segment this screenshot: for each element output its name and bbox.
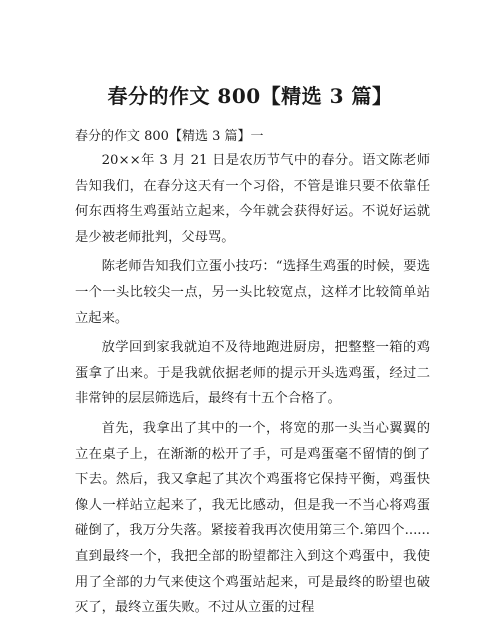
document-title: 春分的作文 800【精选 3 篇】 xyxy=(107,84,393,108)
paragraph: 陈老师告知我们立蛋小技巧：“选择生鸡蛋的时候，要选一个一头比较尖一点，另一头比较宽点，这样才比较简单站立起来。 xyxy=(75,259,430,326)
document-subtitle: 春分的作文 800【精选 3 篇】一 xyxy=(75,129,264,144)
paragraph: 20××年 3 月 21 日是农历节气中的春分。语文陈老师告知我们，在春分这天有一个习俗，不管是谁只要不依靠任何东西将生鸡蛋站立起来，今年就会获得好运。不说好运就是少被老师批判，父母骂。 xyxy=(75,153,430,245)
paragraph: 放学回到家我就迫不及待地跑进厨房，把整整一箱的鸡蛋拿了出来。于是我就依据老师的提示开头选鸡蛋，经过二非常钟的层层筛选后，最终有十五个合格了。 xyxy=(75,340,430,407)
document-body xyxy=(75,148,430,625)
paragraph: 首先，我拿出了其中的一个，将宽的那一头当心翼翼的立在桌子上，在渐渐的松开了手，可是鸡蛋毫不留情的倒了下去。然后，我又拿起了其次个鸡蛋将它保持平衡，鸡蛋快像人一样站立起来了，我无比感动，但是我一不当心将鸡蛋碰倒了，我万分失落。紧接着我再次使用第三个.第四个......直到最终一个，我把全部的盼望都注入到这个鸡蛋中，我使用了全部的力气来使这个鸡蛋站起来，可是最终的盼望也破灭了，最终立蛋失败。不过从立蛋的过程 xyxy=(75,420,430,616)
